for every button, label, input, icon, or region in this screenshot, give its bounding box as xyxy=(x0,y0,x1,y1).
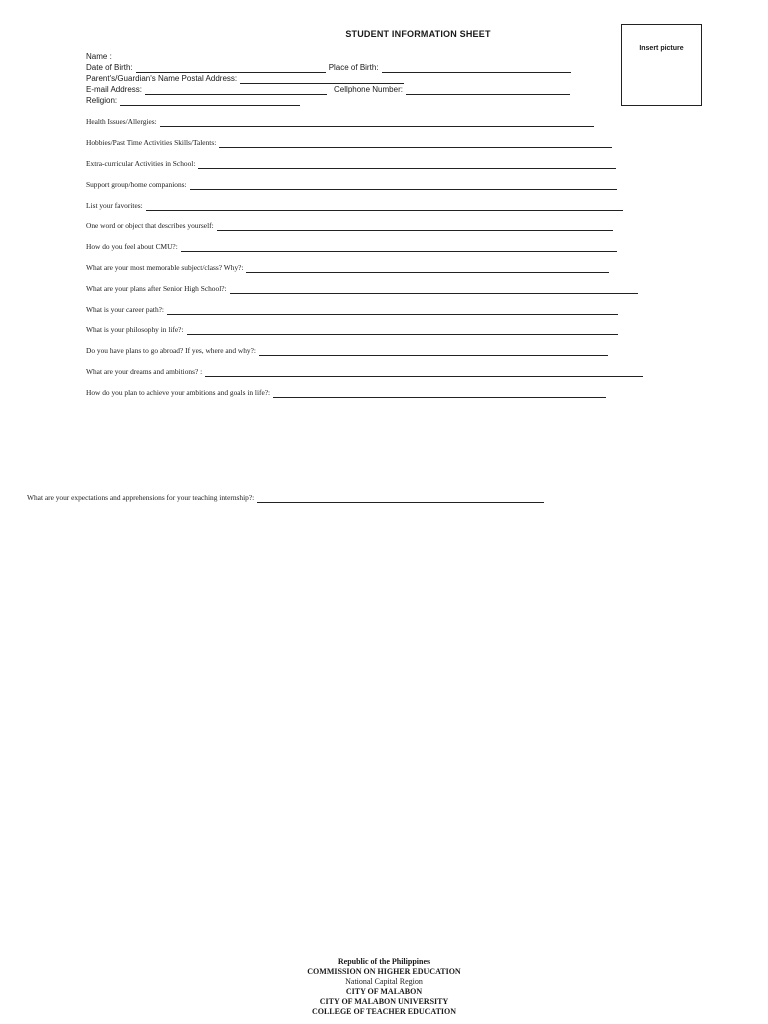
question-row xyxy=(86,180,617,190)
question-row xyxy=(86,325,618,335)
dob-row xyxy=(86,63,571,73)
answer-field[interactable] xyxy=(160,118,594,127)
question-row xyxy=(86,346,608,356)
email-field[interactable] xyxy=(145,86,327,95)
cellphone-field[interactable] xyxy=(406,86,570,95)
question-label: Support group/home companions: xyxy=(86,180,187,189)
answer-field[interactable] xyxy=(205,368,643,377)
question-label: What are your plans after Senior High School?: xyxy=(86,284,227,293)
question-label: What is your career path?: xyxy=(86,305,164,314)
name-label: Name : xyxy=(86,52,112,61)
internship-label: What are your expectations and apprehensions for your teaching internship?: xyxy=(27,493,255,502)
footer-college: COLLEGE OF TEACHER EDUCATION xyxy=(311,1007,457,1016)
internship-field[interactable] xyxy=(257,494,544,503)
question-label: List your favorites: xyxy=(86,201,143,210)
answer-field[interactable] xyxy=(190,181,617,190)
email-label: E-mail Address: xyxy=(86,85,143,94)
answer-field[interactable] xyxy=(187,326,618,335)
answer-field[interactable] xyxy=(198,160,616,169)
question-row xyxy=(86,138,612,148)
footer-city: CITY OF MALABON xyxy=(345,987,423,996)
dob-field[interactable] xyxy=(136,64,326,73)
answer-field[interactable] xyxy=(167,306,618,315)
footer-university: CITY OF MALABON UNIVERSITY xyxy=(319,997,449,1006)
question-label: How do you feel about CMU?: xyxy=(86,242,178,251)
answer-field[interactable] xyxy=(181,243,617,252)
guardian-row xyxy=(86,74,404,84)
photo-box[interactable] xyxy=(621,24,702,106)
name-row xyxy=(86,52,112,62)
answer-field[interactable] xyxy=(259,347,608,356)
question-label: Health Issues/Allergies: xyxy=(86,117,157,126)
pob-label: Place of Birth: xyxy=(328,63,379,72)
answer-field[interactable] xyxy=(246,264,609,273)
question-row xyxy=(86,117,594,127)
question-label: One word or object that describes yourself: xyxy=(86,221,214,230)
answer-field[interactable] xyxy=(217,222,613,231)
institution-footer xyxy=(0,957,768,1017)
dob-label: Date of Birth: xyxy=(86,63,133,72)
photo-label: Insert picture xyxy=(639,45,684,52)
question-label: How do you plan to achieve your ambitions and goals in life?: xyxy=(86,388,271,397)
guardian-field[interactable] xyxy=(240,75,404,84)
question-row xyxy=(86,263,609,273)
question-label: What are your most memorable subject/class? Why?: xyxy=(86,263,244,272)
religion-field[interactable] xyxy=(120,97,300,106)
question-label: What is your philosophy in life?: xyxy=(86,325,184,334)
footer-republic: Republic of the Philippines xyxy=(337,957,431,966)
question-row xyxy=(86,284,638,294)
question-row xyxy=(86,201,623,211)
question-row xyxy=(86,221,613,231)
answer-field[interactable] xyxy=(146,202,623,211)
internship-row xyxy=(27,493,544,503)
question-label: Hobbies/Past Time Activities Skills/Talents: xyxy=(86,138,217,147)
pob-field[interactable] xyxy=(382,64,571,73)
question-row xyxy=(86,159,616,169)
cellphone-label: Cellphone Number: xyxy=(334,85,403,94)
guardian-label: Parent's/Guardian's Name Postal Address: xyxy=(86,74,238,83)
question-row xyxy=(86,305,618,315)
question-row xyxy=(86,367,643,377)
answer-field[interactable] xyxy=(230,285,638,294)
answer-field[interactable] xyxy=(219,139,612,148)
footer-commission: COMMISSION ON HIGHER EDUCATION xyxy=(307,967,461,976)
email-row xyxy=(86,85,570,95)
question-row xyxy=(86,242,617,252)
religion-label: Religion: xyxy=(86,96,118,105)
footer-region: National Capital Region xyxy=(345,977,423,986)
question-label: Do you have plans to go abroad? If yes, where and why?: xyxy=(86,346,256,355)
answer-field[interactable] xyxy=(273,389,606,398)
religion-row xyxy=(86,96,300,106)
sheet-title: STUDENT INFORMATION SHEET xyxy=(345,29,491,39)
question-label: Extra-curricular Activities in School: xyxy=(86,159,196,168)
question-label: What are your dreams and ambitions? : xyxy=(86,367,203,376)
question-row xyxy=(86,388,606,398)
